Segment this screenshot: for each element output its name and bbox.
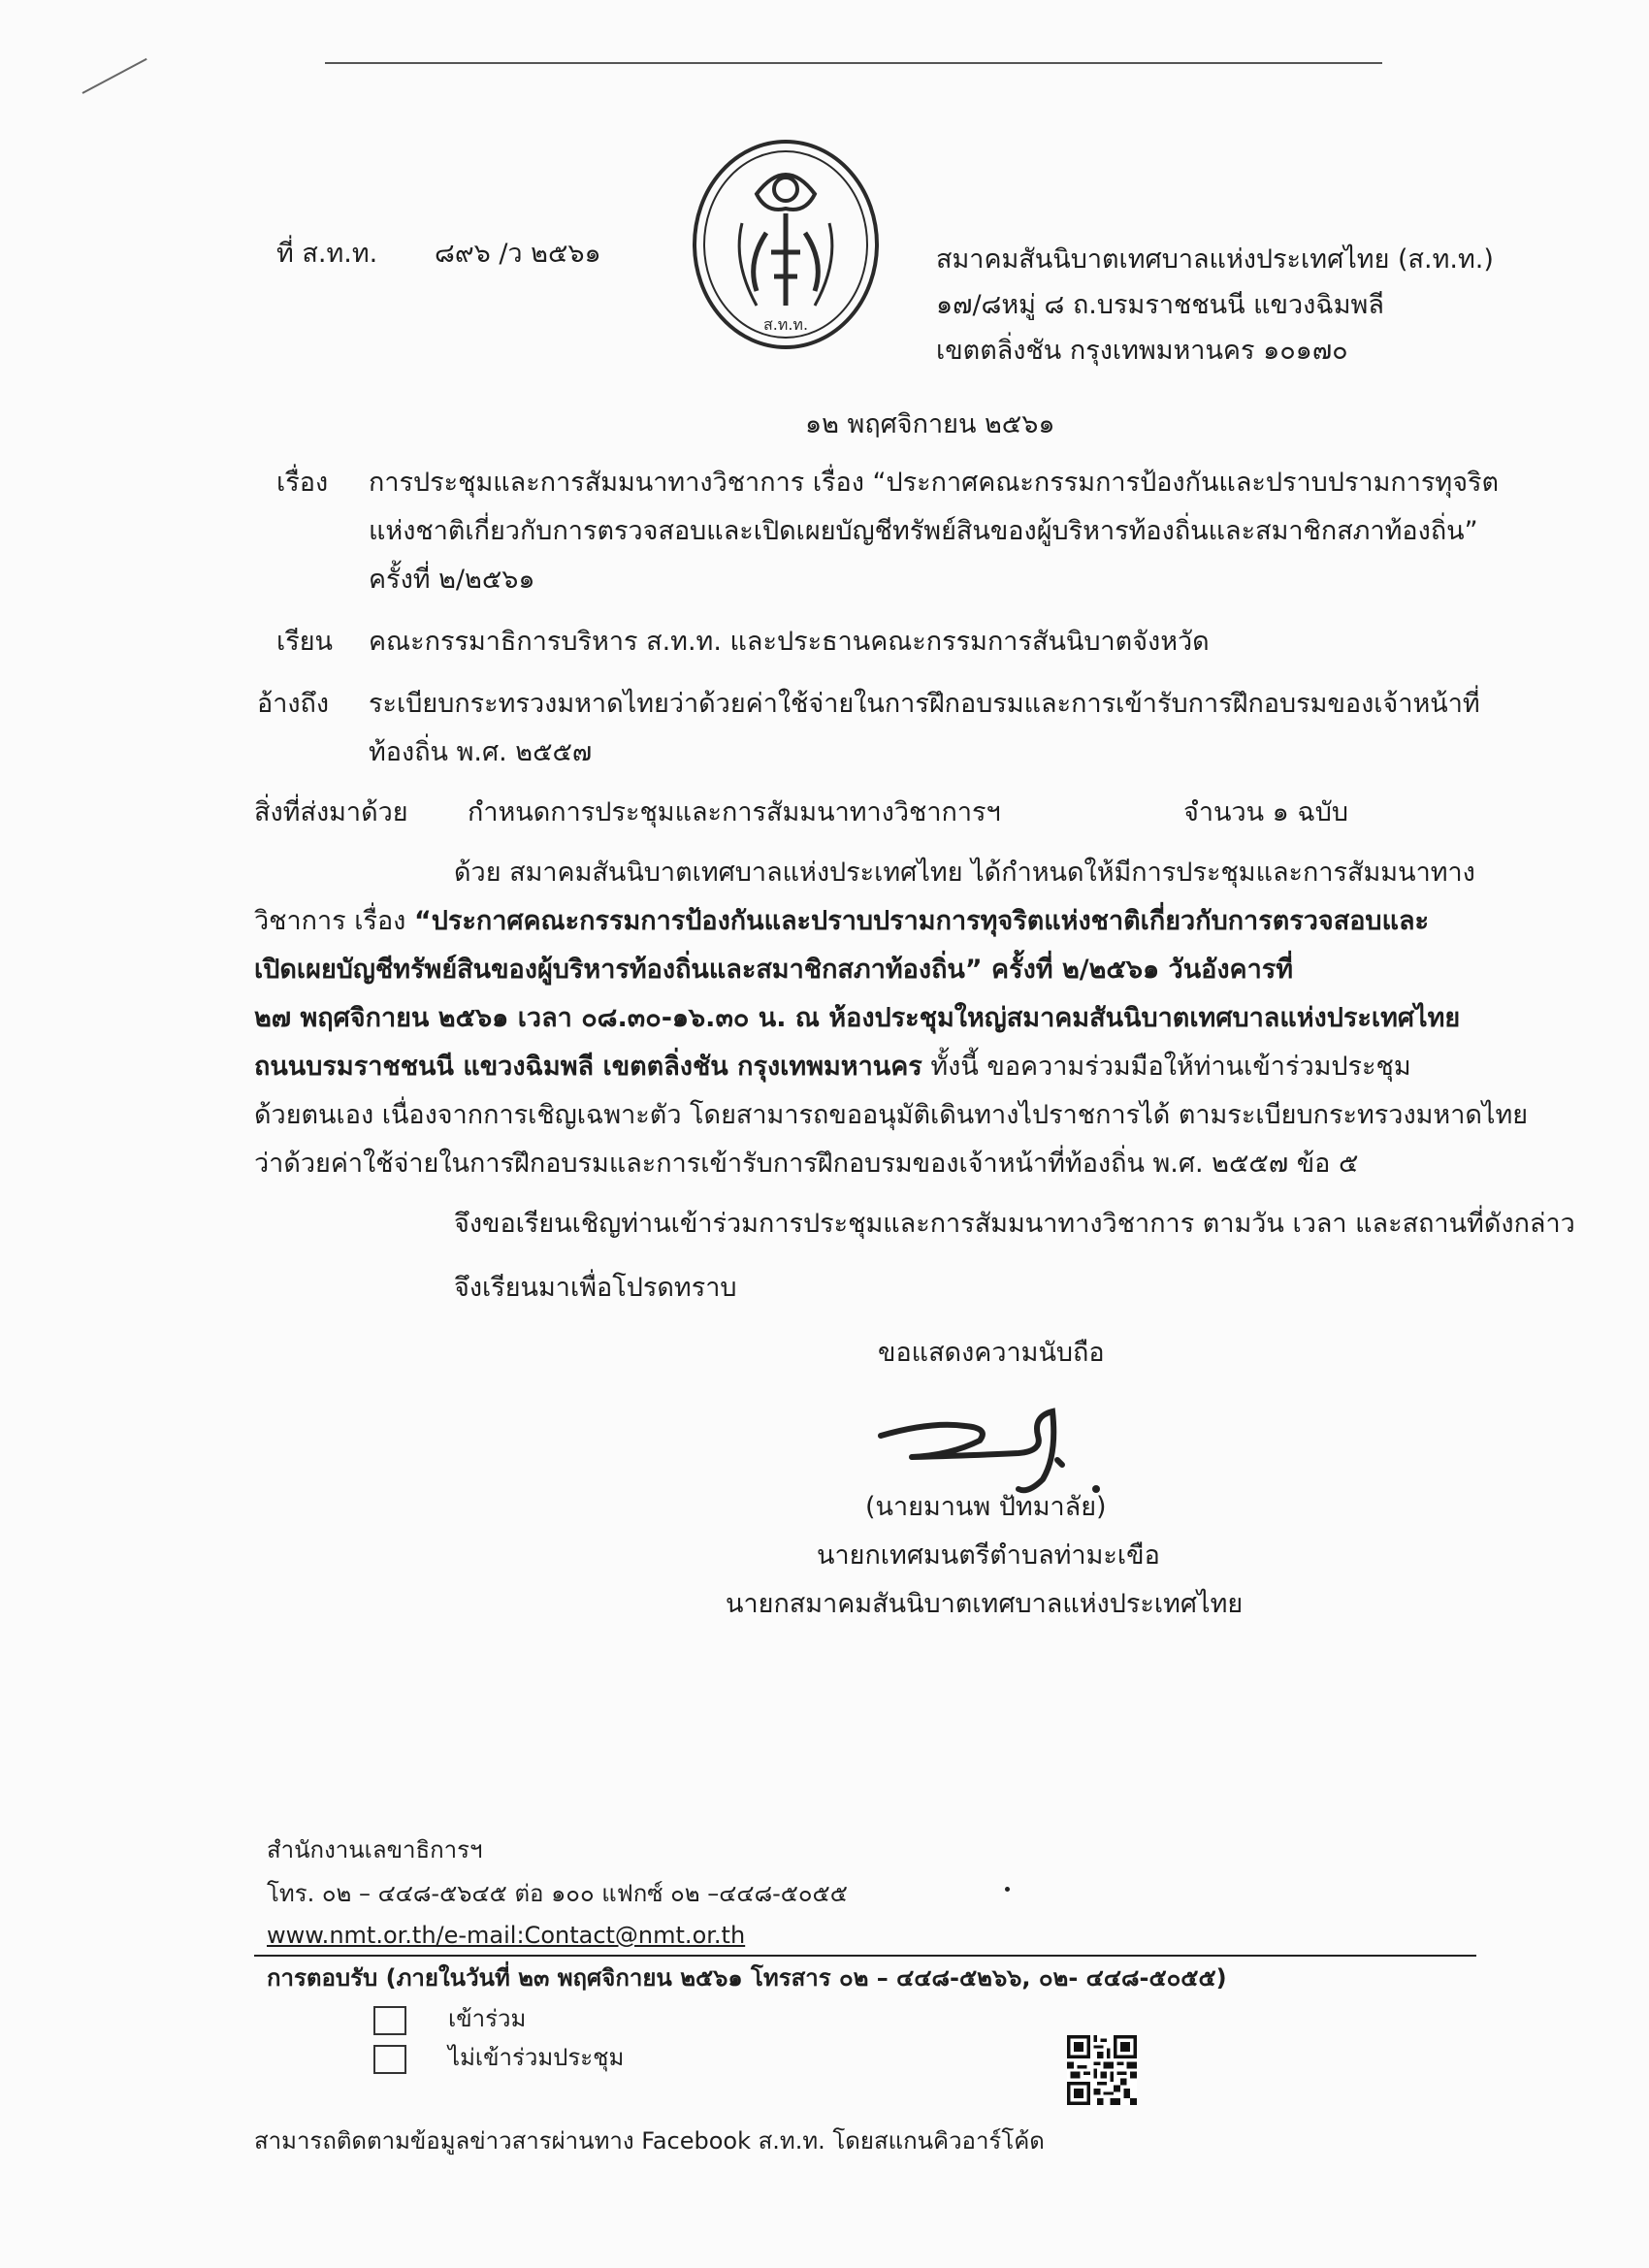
to-text: คณะกรรมาธิการบริหาร ส.ท.ท. และประธานคณะกรรมการสันนิบาตจังหวัด [369,627,1210,657]
reference-line-1: ระเบียบกระทรวงมหาดไทยว่าด้วยค่าใช้จ่ายในการฝึกอบรมและการเข้ารับการฝึกอบรมของเจ้าหน้าที่ [369,689,1480,719]
body-line-2 [254,902,1429,941]
signer-title-1: นายกเทศมนตรีตำบลท่ามะเขือ [817,1540,1160,1571]
not-attend-checkbox[interactable] [373,2045,406,2074]
footer-rule [254,1955,1476,1957]
signer-title-2: นายกสมาคมสันนิบาตเทศบาลแห่งประเทศไทย [726,1589,1244,1619]
seal-text: ส.ท.ท. [762,315,809,334]
association-seal [689,136,883,354]
ref-number: ๘๙๖ /ว ๒๕๖๑ [435,239,601,269]
body-line-4: ๒๗ พฤศจิกายน ๒๕๖๑ เวลา ๐๘.๓๐-๑๖.๓๐ น. ณ ห้องประชุมใหญ่สมาคมสันนิบาตเทศบาลแห่งประเทศไทย [254,1003,1461,1033]
subject-line-3: ครั้งที่ ๒/๒๕๖๑ [369,565,535,595]
salutation: ขอแสดงความนับถือ [878,1338,1105,1368]
reference-line-2: ท้องถิ่น พ.ศ. ๒๕๕๗ [369,737,593,767]
org-address-1: ๑๗/๘หมู่ ๘ ถ.บรมราชชนนี แขวงฉิมพลี [936,290,1384,320]
org-name: สมาคมสันนิบาตเทศบาลแห่งประเทศไทย (ส.ท.ท.) [936,244,1494,275]
top-rule [325,62,1382,64]
closing-paragraph: จึงเรียนมาเพื่อโปรดทราบ [454,1273,737,1303]
not-attend-option-label: ไม่เข้าร่วมประชุม [448,2044,625,2071]
ref-label: ที่ ส.ท.ท. [276,239,378,269]
attend-checkbox[interactable] [373,2006,406,2035]
to-label: เรียน [276,627,334,657]
body-line-2-intro: วิชาการ เรื่อง [254,906,414,936]
body-line-5 [254,1048,1411,1086]
office-web-link[interactable]: www.nmt.or.th/e-mail:Contact@nmt.or.th [267,1922,746,1949]
body-line-1: ด้วย สมาคมสันนิบาตเทศบาลแห่งประเทศไทย ได้กำหนดให้มีการประชุมและการสัมมนาทาง [454,858,1475,888]
body-line-5-rest: ทั้งนี้ ขอความร่วมมือให้ท่านเข้าร่วมประชุม [922,1052,1411,1082]
org-address-2: เขตตลิ่งชัน กรุงเทพมหานคร ๑๐๑๗๐ [936,336,1348,366]
reply-instructions: การตอบรับ (ภายในวันที่ ๒๓ พฤศจิกายน ๒๕๖๑ โทรสาร ๐๒ – ๔๔๘-๕๒๖๖, ๐๒- ๔๔๘-๕๐๕๕) [267,1964,1227,1992]
subject-line-1: การประชุมและการสัมมนาทางวิชาการ เรื่อง “ประกาศคณะกรรมการป้องกันและปราบปรามการทุจริต [369,468,1500,498]
facebook-note: สามารถติดตามข้อมูลข่าวสารผ่านทาง Facebook ส.ท.ท. โดยสแกนคิวอาร์โค้ด [254,2127,1045,2155]
enclosure-label: สิ่งที่ส่งมาด้วย [254,797,408,827]
subject-label: เรื่อง [276,468,329,498]
body-line-5-venue: ถนนบรมราชชนนี แขวงฉิมพลี เขตตลิ่งชัน กรุงเทพมหานคร [254,1052,922,1082]
office-name: สำนักงานเลขาธิการฯ [267,1836,483,1863]
letter-date: ๑๒ พฤศจิกายน ๒๕๖๑ [805,409,1055,439]
subject-line-2: แห่งชาติเกี่ยวกับการตรวจสอบและเปิดเผยบัญชีทรัพย์สินของผู้บริหารท้องถิ่นและสมาชิกสภาท้องถิ่น” [369,516,1478,546]
qr-code[interactable] [1067,2035,1137,2105]
office-phone: โทร. ๐๒ – ๔๔๘-๕๖๔๕ ต่อ ๑๐๐ แฟกซ์ ๐๒ –๔๔๘-๕๐๕๕ [267,1880,848,1907]
body-line-6: ด้วยตนเอง เนื่องจากการเชิญเฉพาะตัว โดยสามารถขออนุมัติเดินทางไปราชการได้ ตามระเบียบกระทรวงมหาดไทย [254,1100,1529,1130]
corner-mark [82,58,147,94]
body-line-3: เปิดเผยบัญชีทรัพย์สินของผู้บริหารท้องถิ่นและสมาชิกสภาท้องถิ่น” ครั้งที่ ๒/๒๕๖๑ วันอังคารที่ [254,955,1294,985]
enclosure-count: จำนวน ๑ ฉบับ [1183,797,1349,827]
enclosure-text: กำหนดการประชุมและการสัมมนาทางวิชาการฯ [468,797,1001,827]
signer-name: (นายมานพ ปัทมาลัย) [865,1492,1107,1522]
invitation-paragraph: จึงขอเรียนเชิญท่านเข้าร่วมการประชุมและการสัมมนาทางวิชาการ ตามวัน เวลา และสถานที่ดังกล่าว [454,1209,1575,1239]
reference-label: อ้างถึง [257,689,330,719]
body-line-2-title: “ประกาศคณะกรรมการป้องกันและปราบปรามการทุจริตแห่งชาติเกี่ยวกับการตรวจสอบและ [413,906,1430,936]
attend-option-label: เข้าร่วม [448,2005,527,2032]
stray-dot [1005,1887,1010,1892]
office-web[interactable] [267,1919,745,1952]
body-line-7: ว่าด้วยค่าใช้จ่ายในการฝึกอบรมและการเข้ารับการฝึกอบรมของเจ้าหน้าที่ท้องถิ่น พ.ศ. ๒๕๕๗ ข้อ ๕ [254,1149,1359,1179]
